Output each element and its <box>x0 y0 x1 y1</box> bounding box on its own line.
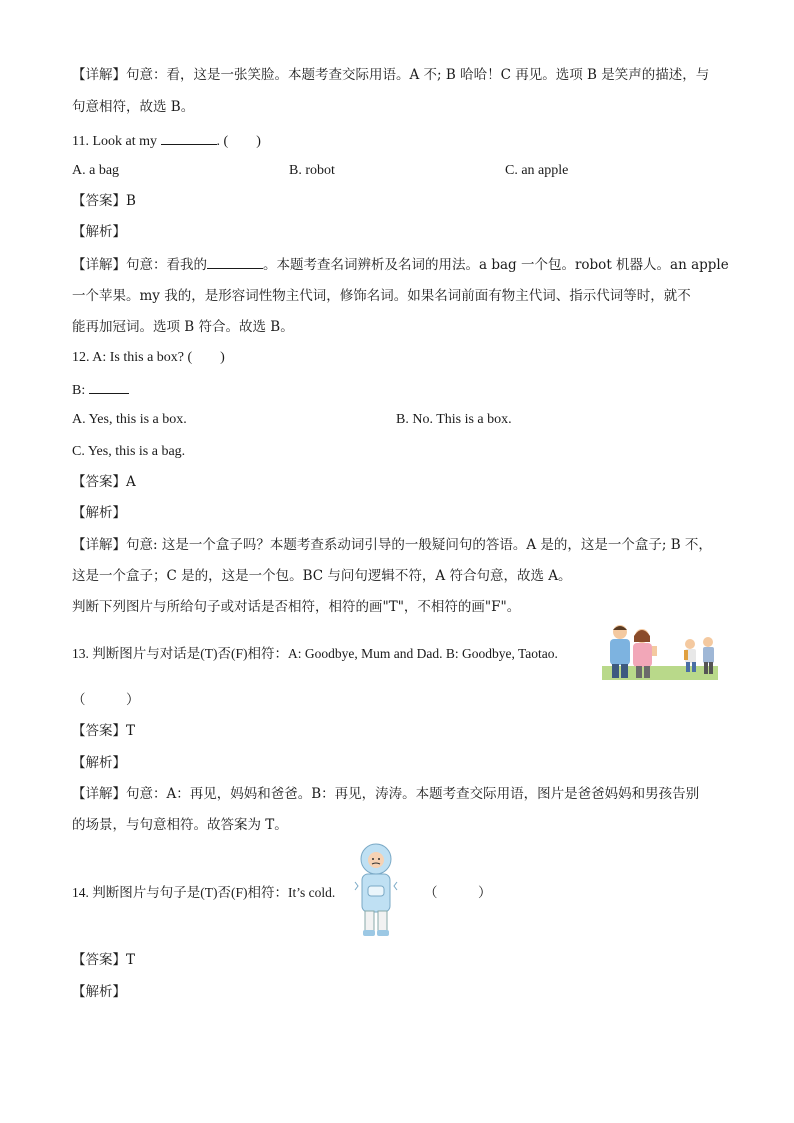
q14-paren: （ ） <box>424 885 492 901</box>
q10-detail-line1: 【详解】句意：看，这是一张笑脸。本题考查交际用语。A 不; B 哈哈！C 再见。选项 B 是笑声的描述，与 <box>72 67 710 83</box>
cold-child-picture <box>350 842 402 940</box>
q11-answer: 【答案】B <box>72 193 136 209</box>
section-instruction: 判断下列图片与所给句子或对话是否相符，相符的画"T"，不相符的画"F"。 <box>72 599 521 615</box>
q12-option-a: A. Yes, this is a box. <box>72 412 187 427</box>
q14-analysis-label: 【解析】 <box>72 984 126 1000</box>
q14-answer: 【答案】T <box>72 952 136 968</box>
q12-blank <box>89 380 129 394</box>
q12-answer: 【答案】A <box>72 474 136 490</box>
q11-detail-line3: 能再加冠词。选项 B 符合。故选 B。 <box>72 319 294 335</box>
q11-stem-post: . ( ) <box>216 134 261 149</box>
q11-detail-line1 <box>72 255 729 274</box>
q11-stem <box>72 131 261 151</box>
q11-detail-line2: 一个苹果。my 我的，是形容词性物主代词，修饰名词。如果名词前面有物主代词、指示代词等时，就不 <box>72 288 691 304</box>
q11-option-c: C. an apple <box>505 163 569 178</box>
q12-detail-line2: 这是一个盒子；C 是的，这是一个包。BC 与问句逻辑不符，A 符合句意，故选 A。 <box>72 568 572 584</box>
q11-blank <box>161 131 217 145</box>
q11-analysis-label: 【解析】 <box>72 224 126 240</box>
q13-answer: 【答案】T <box>72 723 136 739</box>
q12-detail-line1: 【详解】句意: 这是一个盒子吗？本题考查系动词引导的一般疑问句的答语。A 是的，这是一个盒子; B 不， <box>72 537 712 553</box>
q12-option-b: B. No. This is a box. <box>396 412 512 427</box>
q11-stem-pre: 11. Look at my <box>72 134 158 149</box>
q11-detail-blank <box>207 255 263 269</box>
q11-option-a: A. a bag <box>72 163 120 178</box>
q13-stem: 13. 判断图片与对话是(T)否(F)相符：A: Goodbye, Mum and Dad. B: Goodbye, Taotao. <box>72 646 558 661</box>
q13-paren: （ ） <box>72 692 140 708</box>
q12-b-line <box>72 380 129 400</box>
q12-analysis-label: 【解析】 <box>72 505 126 521</box>
q13-analysis-label: 【解析】 <box>72 755 126 771</box>
q14-stem: 14. 判断图片与句子是(T)否(F)相符：It’s cold. <box>72 885 336 900</box>
q10-detail-line2: 句意相符，故选 B。 <box>72 99 195 115</box>
q12-option-c: C. Yes, this is a bag. <box>72 444 186 459</box>
q12-b-label: B: <box>72 383 86 398</box>
q13-detail-line2: 的场景，与句意相符。故答案为 T。 <box>72 817 288 833</box>
q11-detail-post: 。本题考查名词辨析及名词的用法。a bag 一个包。robot 机器人。an apple <box>263 257 729 273</box>
q11-detail-pre: 【详解】句意：看我的 <box>72 257 207 273</box>
q11-option-b: B. robot <box>289 163 335 178</box>
q13-detail-line1: 【详解】句意：A：再见，妈妈和爸爸。B：再见，涛涛。本题考查交际用语，图片是爸爸妈妈和男孩告别 <box>72 786 700 802</box>
family-goodbye-picture <box>602 622 718 680</box>
q12-stem: 12. A: Is this a box? ( ) <box>72 350 225 365</box>
